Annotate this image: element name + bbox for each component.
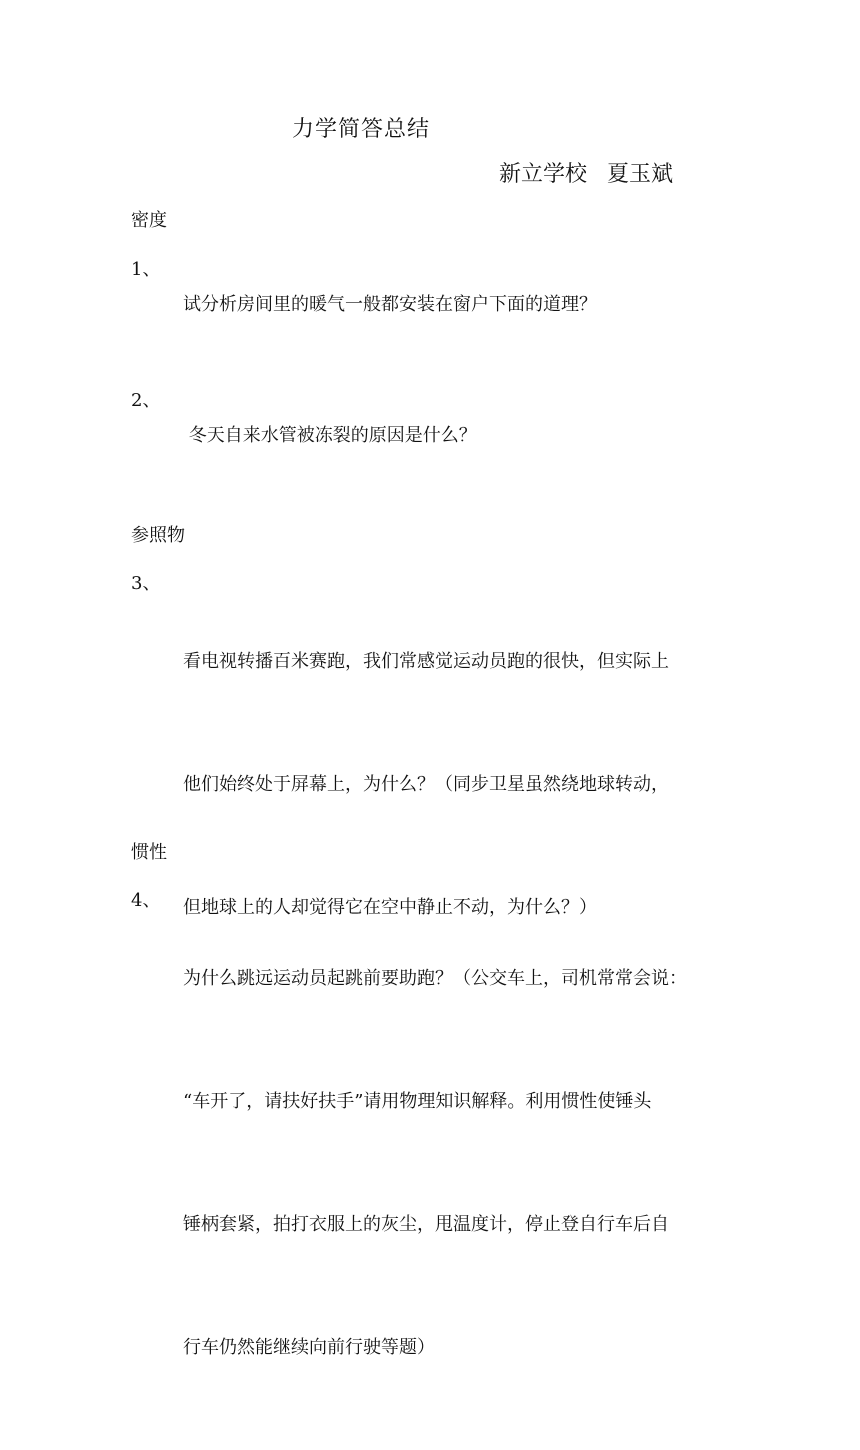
question-line: 但地球上的人却觉得它在空中静止不动，为什么？） xyxy=(183,897,597,918)
section-heading-density: 密度 xyxy=(131,210,167,231)
question-line: 看电视转播百米赛跑，我们常感觉运动员跑的很快，但实际上 xyxy=(183,651,669,672)
question-line: “车开了，请扶好扶手”请用物理知识解释。利用惯性使锤头 xyxy=(183,1091,652,1112)
section-heading-inertia: 惯性 xyxy=(131,842,167,863)
author-line xyxy=(499,157,673,188)
author-name: 夏玉斌 xyxy=(607,162,674,187)
question-4 xyxy=(131,876,741,1450)
question-line: 为什么跳远运动员起跳前要助跑？（公交车上，司机常常会说： xyxy=(183,968,687,989)
question-line: 他们始终处于屏幕上，为什么？（同步卫星虽然绕地球转动， xyxy=(183,774,669,795)
question-line: 锤柄套紧，拍打衣服上的灰尘，甩温度计，停止登自行车后自 xyxy=(183,1214,669,1235)
question-number: 2、 xyxy=(131,390,161,411)
question-line: 冬天自来水管被冻裂的原因是什么？ xyxy=(183,425,477,446)
question-2 xyxy=(131,386,741,486)
question-number: 4、 xyxy=(131,890,161,911)
question-line: 试分析房间里的暖气一般都安装在窗户下面的道理？ xyxy=(183,294,597,315)
section-heading-reference-frame: 参照物 xyxy=(131,525,185,546)
document-title: 力学简答总结 xyxy=(292,117,431,142)
question-line: 行车仍然能继续向前行驶等题） xyxy=(183,1337,435,1358)
question-number: 3、 xyxy=(131,573,161,594)
question-number: 1、 xyxy=(131,259,161,280)
question-1 xyxy=(131,255,741,355)
author-school: 新立学校 xyxy=(499,162,588,187)
